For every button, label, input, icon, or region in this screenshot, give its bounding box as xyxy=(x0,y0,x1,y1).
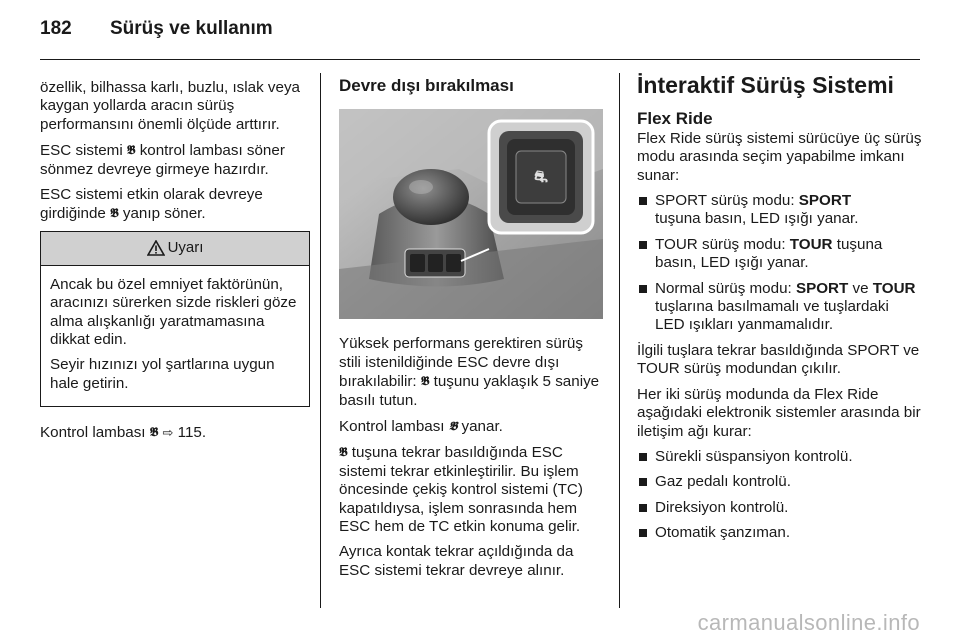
esc-off-icon: 𝕭 xyxy=(149,425,159,440)
column-divider-1 xyxy=(320,73,321,608)
column-1 xyxy=(40,79,310,450)
esc-off-icon: 𝕭 xyxy=(110,206,119,221)
system-list xyxy=(637,448,922,543)
warning-title: Uyarı xyxy=(167,239,204,257)
paragraph: Her iki sürüş modunda da Flex Ride aşağıdaki elektronik sistemler arasında bir iletişim ağı kurar: xyxy=(637,385,921,440)
paragraph: özellik, bilhassa karlı, buzlu, ıslak veya kaygan yollarda aracın sürüş performansını önemli ölçüde arttırır. xyxy=(40,79,300,133)
esc-off-icon: 𝕭 xyxy=(126,143,136,158)
esc-off-icon: 𝕭 xyxy=(420,374,430,389)
list-item: Sürekli süspansiyon kontrolü. xyxy=(637,448,922,466)
section-heading: Devre dışı bırakılması xyxy=(339,76,514,95)
list-item: SPORT sürüş modu: SPORT tuşuna basın, LED ışığı yanar. xyxy=(637,192,922,229)
page-reference[interactable]: 115. xyxy=(177,424,207,442)
mode-list xyxy=(637,192,922,335)
paragraph: ESC sistemi 𝕭 kontrol lambası söner sönmez devreye girmeye hazırdır. xyxy=(40,142,285,178)
esc-off-indicator-icon: 𝕭 xyxy=(448,419,458,434)
paragraph: Yüksek performans gerektiren sürüş stili istenildiğinde ESC devre dışı bırakılabilir: 𝕭 tuşunu yaklaşık 5 saniye basılı tutun. xyxy=(339,335,600,409)
watermark: carmanualsonline.info xyxy=(697,610,920,635)
list-item: Normal sürüş modu: SPORT ve TOUR tuşlarına basılmamalı ve tuşlardaki LED ışıkları yanmamalıdır. xyxy=(637,280,922,335)
console-photo xyxy=(339,109,603,319)
list-item: Otomatik şanzıman. xyxy=(637,524,922,542)
page-header xyxy=(40,18,273,48)
paragraph: Flex Ride sürüş sistemi sürücüye üç sürüş modu arasında seçim yapabilme imkanı sunar: xyxy=(637,129,922,184)
subsection-heading: Flex Ride xyxy=(637,109,713,129)
paragraph: 𝕭 tuşuna tekrar basıldığında ESC sistemi tekrar etkinleştirilir. Bu işlem öncesinde çekiş kontrol sistemi (TC) kapatıldıysa, işlem sonrasında hem ESC hem de TC etkin konuma gelir. xyxy=(339,444,583,536)
paragraph: ESC sistemi etkin olarak devreye girdiğinde 𝕭 yanıp söner. xyxy=(40,186,263,223)
section-title: İnteraktif Sürüş Sistemi xyxy=(637,72,894,98)
svg-text:⛐: ⛐ xyxy=(534,167,548,187)
column-2 xyxy=(339,76,607,587)
page-reference-arrow-icon: ⇨ xyxy=(162,425,174,441)
warning-box xyxy=(40,231,310,407)
paragraph: Ayrıca kontak tekrar açıldığında da ESC sistemi tekrar devreye alınır. xyxy=(339,543,574,579)
chapter-title: Sürüş ve kullanım xyxy=(110,18,273,39)
paragraph: Kontrol lambası 𝕭 ⇨ 115. xyxy=(40,424,207,442)
paragraph: Kontrol lambası 𝕭 yanar. xyxy=(339,418,503,436)
paragraph: İlgili tuşlara tekrar basıldığında SPORT ve TOUR sürüş modundan çıkılır. xyxy=(637,341,920,378)
warning-text: Seyir hızınızı yol şartlarına uygun hale getirin. xyxy=(50,356,275,392)
warning-text: Ancak bu özel emniyet faktörünün, aracınızı sürerken sizde riskleri göze alma alışkanlığı yaratmamasına dikkat edin. xyxy=(50,275,297,349)
warning-triangle-icon xyxy=(147,240,165,256)
page-number: 182 xyxy=(40,18,72,39)
list-item: TOUR sürüş modu: TOUR tuşuna basın, LED ışığı yanar. xyxy=(637,236,922,273)
column-3 xyxy=(637,72,922,550)
esc-off-icon: 𝕭 xyxy=(339,445,348,460)
column-divider-2 xyxy=(619,73,620,608)
list-item: Direksiyon kontrolü. xyxy=(637,499,922,517)
warning-body xyxy=(41,266,309,406)
list-item: Gaz pedalı kontrolü. xyxy=(637,473,922,491)
warning-header xyxy=(41,232,309,266)
header-divider xyxy=(40,59,920,60)
